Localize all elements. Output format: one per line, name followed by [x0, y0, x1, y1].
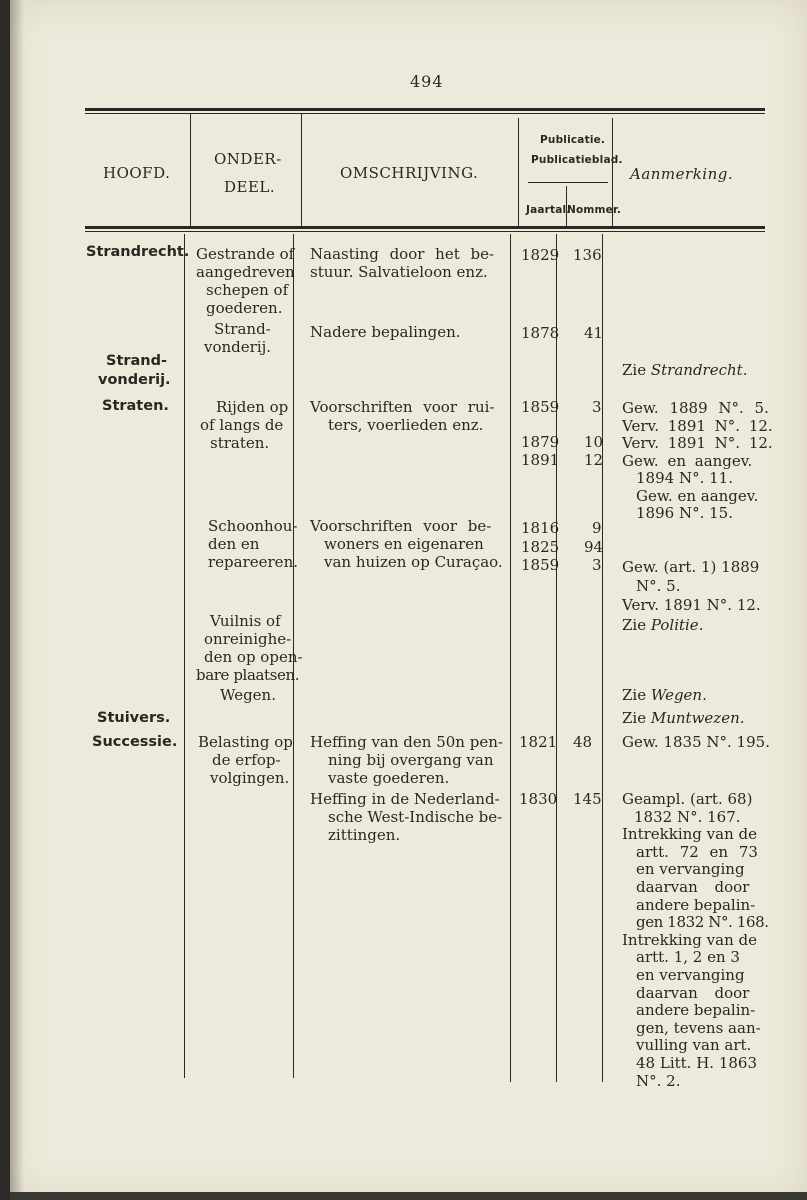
onderdeel-rijden: Rijden op of langs de straten.: [200, 398, 289, 452]
header-bottom-rule: [85, 226, 765, 229]
col-divider-1: [184, 234, 185, 1078]
nommer-9: 9: [592, 519, 602, 537]
top-rule-thin: [85, 113, 765, 114]
omschrijving-nadere: Nadere bepalingen.: [310, 323, 461, 341]
nommer-48: 48: [573, 733, 593, 751]
onderdeel-belasting: Belasting op de erfop- volgingen.: [198, 733, 293, 787]
header-publicatie: Publicatie.: [540, 134, 606, 146]
aanmerking-zie-politie: Zie Politie.: [622, 616, 704, 634]
nommer-3b: 3: [592, 556, 602, 574]
col-divider-5: [602, 234, 603, 1082]
hoofd-successie: Successie.: [92, 734, 178, 750]
onderdeel-wegen: Wegen.: [220, 686, 276, 704]
page-number: 494: [410, 72, 444, 91]
aanmerking-schoonhouden: Gew. (art. 1) 1889 N°. 5. Verv. 1891 N°. 12.: [622, 558, 761, 614]
nommer-10: 10: [584, 433, 604, 451]
header-bottom-rule-thin: [85, 231, 765, 232]
aanmerking-successie-west-indische: Geampl. (art. 68) 1832 N°. 167. Intrekking van de artt. 72 en 73 en vervanging daarvan door andere bepalin- gen 1832 N°. 168. Intrekking van de artt. 1, 2 en 3 en vervanging daarvan door andere bepalin- gen, tevens aan- vulling van art. 48 Litt. H. 1863 N°. 2.: [622, 790, 769, 1090]
hoofd-stuivers: Stuivers.: [97, 710, 171, 726]
header-nommer: Nommer.: [567, 204, 622, 216]
header-aanmerking: Aanmerking.: [630, 165, 734, 183]
onderdeel-vuilnis: Vuilnis of onreinighe- den op open- bare plaatsen.: [196, 612, 303, 684]
jaartal-1859b: 1859: [521, 556, 560, 574]
header-jaartal: Jaartal.: [526, 204, 571, 216]
onderdeel-schoonhouden: Schoonhou- den en repareeren.: [208, 517, 298, 571]
nommer-145: 145: [573, 790, 602, 808]
header-omschrijving: OMSCHRIJVING.: [340, 164, 479, 182]
omschrijving-heffing-west-indische: Heffing in de Nederland- sche West-Indische be- zittingen.: [310, 790, 503, 844]
onderdeel-strandvonderij: Strand- vonderij.: [204, 320, 272, 356]
jaartal-1859: 1859: [521, 398, 560, 416]
omschrijving-voorschriften-ruiters: Voorschriften voor rui- ters, voerlieden enz.: [310, 398, 495, 434]
page-bottom-edge: [10, 1192, 807, 1200]
hoofd-strandvonderij-1: Strand-: [106, 353, 168, 369]
aanmerking-zie-strandrecht: Zie Strandrecht.: [622, 361, 748, 379]
header-onderdeel-2: DEEL.: [224, 178, 276, 196]
nommer-41: 41: [584, 324, 604, 342]
omschrijving-naasting: Naasting door het be- stuur. Salvatieloon enz.: [310, 245, 495, 281]
jaartal-1830: 1830: [519, 790, 558, 808]
jaartal-1878: 1878: [521, 324, 560, 342]
header-hoofd: HOOFD.: [103, 164, 171, 182]
jaartal-1891: 1891: [521, 451, 560, 469]
header-onderdeel-1: ONDER-: [214, 150, 282, 168]
aanmerking-zie-muntwezen: Zie Muntwezen.: [622, 709, 745, 727]
aanmerking-straten: Gew. 1889 N°. 5. Verv. 1891 N°. 12. Verv. 1891 N°. 12. Gew. en aangev. 1894 N°. 11. Gew. en aangev. 1896 N°. 15.: [622, 399, 773, 522]
page-edge-shadow: [10, 0, 24, 1200]
page: [10, 0, 807, 1200]
col-divider-4: [556, 234, 557, 1082]
nommer-94: 94: [584, 538, 604, 556]
jaartal-1879: 1879: [521, 433, 560, 451]
onderdeel-gestrande: Gestrande of aangedreven schepen of goederen.: [196, 245, 295, 317]
header-divider-3: [518, 118, 519, 226]
omschrijving-voorschriften-bewoners: Voorschriften voor be- woners en eigenaren van huizen op Curaçao.: [310, 517, 503, 571]
jaartal-1821: 1821: [519, 733, 558, 751]
header-divider-2: [301, 114, 302, 226]
jaartal-1816: 1816: [521, 519, 560, 537]
hoofd-straten: Straten.: [102, 398, 169, 414]
aanmerking-zie-wegen: Zie Wegen.: [622, 686, 707, 704]
jaartal-1825: 1825: [521, 538, 560, 556]
header-divider-1: [190, 114, 191, 226]
col-divider-3: [510, 234, 511, 1082]
header-publicatieblad: Publicatieblad.: [531, 154, 623, 166]
top-rule: [85, 108, 765, 111]
nommer-12: 12: [584, 451, 604, 469]
omschrijving-heffing-50n: Heffing van den 50n pen- ning bij overgang van vaste goederen.: [310, 733, 503, 787]
jaartal-1829: 1829: [521, 246, 560, 264]
nommer-3: 3: [592, 398, 602, 416]
hoofd-strandvonderij-2: vonderij.: [98, 372, 171, 388]
aanmerking-gew-1835: Gew. 1835 N°. 195.: [622, 733, 770, 751]
publicatie-brace: [528, 182, 608, 183]
hoofd-strandrecht: Strandrecht.: [86, 244, 190, 260]
nommer-136: 136: [573, 246, 602, 264]
